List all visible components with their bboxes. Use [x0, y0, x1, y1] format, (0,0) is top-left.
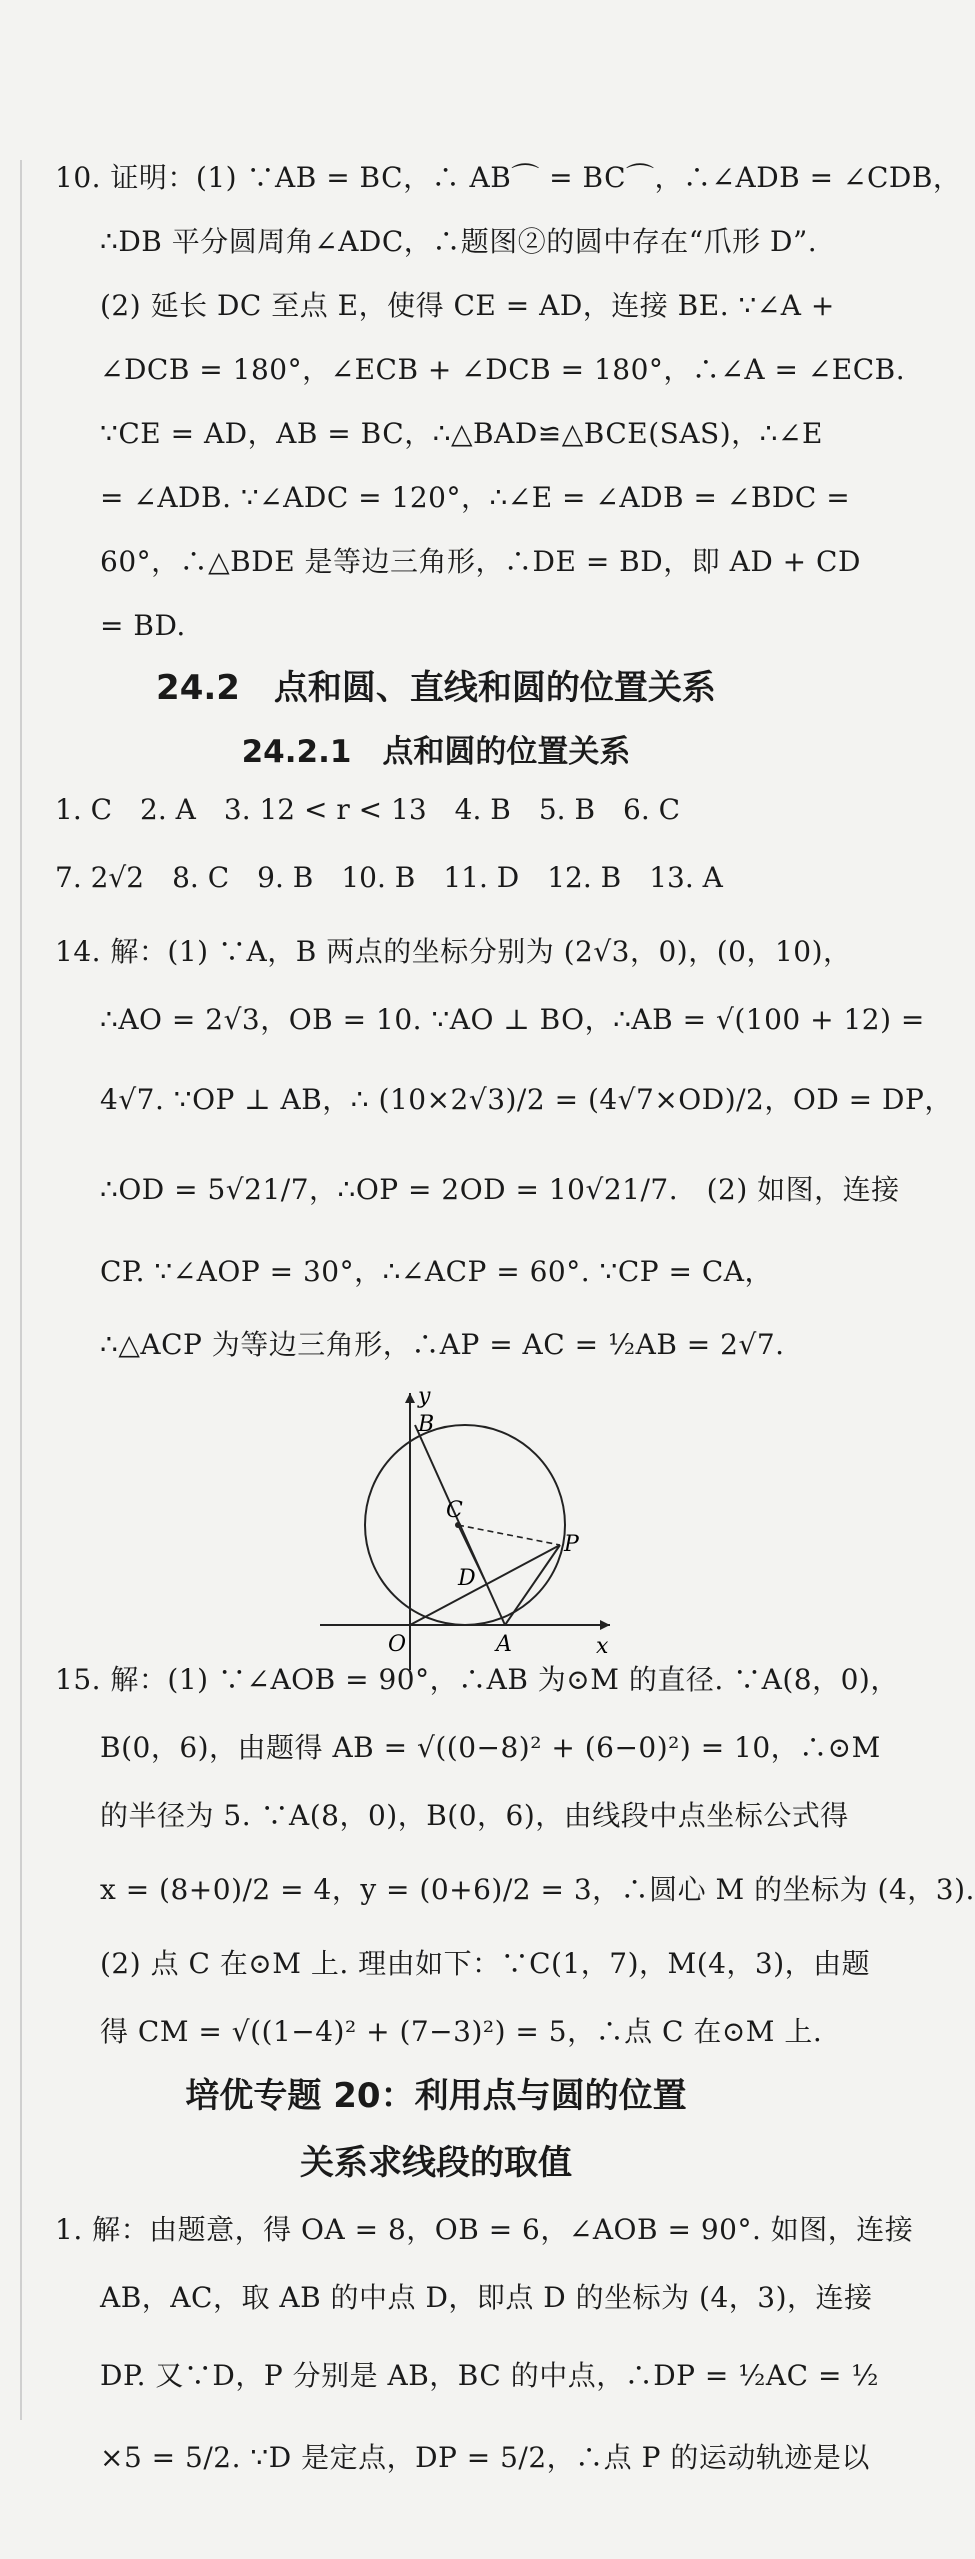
p10-line-8: = BD.: [100, 609, 186, 642]
p14-line-6: ∴△ACP 为等边三角形，∴AP = AC = ½AB = 2√7.: [100, 1328, 785, 1361]
label-y: y: [418, 1384, 431, 1409]
label-A: A: [496, 1632, 512, 1657]
label-O: O: [388, 1632, 407, 1657]
p14-line-4: ∴OD = 5√21/7，∴OP = 2OD = 10√21/7. (2) 如图，连接: [100, 1173, 900, 1206]
p15-line-3: 的半径为 5. ∵A(8，0)，B(0，6)，由线段中点坐标公式得: [100, 1799, 849, 1832]
subsection-title: 24.2.1 点和圆的位置关系: [241, 734, 631, 770]
label-C: C: [446, 1498, 463, 1523]
p15-line-4: x = (8+0)/2 = 4，y = (0+6)/2 = 3，∴圆心 M 的坐标为 (4，3).: [100, 1873, 975, 1906]
p10-line-6: = ∠ADB. ∵∠ADC = 120°，∴∠E = ∠ADB = ∠BDC =: [100, 481, 851, 514]
p10-line-3: (2) 延长 DC 至点 E，使得 CE = AD，连接 BE. ∵∠A +: [100, 289, 835, 322]
p15-line-6: 得 CM = √((1−4)² + (7−3)²) = 5，∴点 C 在⊙M 上.: [100, 2015, 823, 2048]
p10-line-4: ∠DCB = 180°，∠ECB + ∠DCB = 180°，∴∠A = ∠ECB.: [100, 353, 906, 386]
label-x: x: [596, 1634, 609, 1659]
p10-line-2: ∴DB 平分圆周角∠ADC，∴题图②的圆中存在“爪形 D”.: [100, 225, 818, 258]
p14-line-1: 14. 解：(1) ∵A，B 两点的坐标分别为 (2√3，0)，(0，10)，: [55, 935, 852, 968]
p1-line-1: 1. 解：由题意，得 OA = 8，OB = 6，∠AOB = 90°. 如图，连接: [55, 2213, 914, 2246]
p10-line-7: 60°，∴△BDE 是等边三角形，∴DE = BD，即 AD + CD: [100, 545, 861, 578]
label-D: D: [458, 1566, 476, 1591]
p1-line-2: AB，AC，取 AB 的中点 D，即点 D 的坐标为 (4，3)，连接: [100, 2281, 873, 2314]
p14-line-5: CP. ∵∠AOP = 30°，∴∠ACP = 60°. ∵CP = CA，: [100, 1255, 774, 1288]
p14-line-3: 4√7. ∵OP ⊥ AB，∴ (10×2√3)/2 = (4√7×OD)/2，OD = DP，: [100, 1083, 953, 1116]
p10-line-5: ∵CE = AD，AB = BC，∴△BAD≌△BCE(SAS)，∴∠E: [100, 417, 823, 450]
geometry-figure: [290, 1385, 620, 1675]
p14-line-2: ∴AO = 2√3，OB = 10. ∵AO ⊥ BO，∴AB = √(100 + 12) =: [100, 1003, 925, 1036]
answers-row-1: 1. C 2. A 3. 12 < r < 13 4. B 5. B 6. C: [55, 793, 681, 826]
p15-line-2: B(0，6)，由题得 AB = √((0−8)² + (6−0)²) = 10，∴⊙M: [100, 1731, 881, 1764]
p1-line-4: ×5 = 5/2. ∵D 是定点，DP = 5/2，∴点 P 的运动轨迹是以: [100, 2441, 870, 2474]
p15-line-1: 15. 解：(1) ∵∠AOB = 90°，∴AB 为⊙M 的直径. ∵A(8，0)，: [55, 1663, 899, 1696]
topic-title-2: 关系求线段的取值: [300, 2143, 572, 2183]
p10-line-1: 10. 证明：(1) ∵AB = BC，∴ AB⌒ = BC⌒，∴∠ADB = ∠CDB，: [55, 161, 962, 194]
answers-row-2: 7. 2√2 8. C 9. B 10. B 11. D 12. B 13. A: [55, 861, 723, 894]
label-P: P: [564, 1532, 579, 1557]
section-title: 24.2 点和圆、直线和圆的位置关系: [156, 668, 716, 708]
topic-title-1: 培优专题 20：利用点与圆的位置: [185, 2076, 687, 2116]
p15-line-5: (2) 点 C 在⊙M 上. 理由如下：∵C(1，7)，M(4，3)，由题: [100, 1947, 871, 1980]
label-B: B: [418, 1412, 435, 1437]
p1-line-3: DP. 又∵D，P 分别是 AB，BC 的中点，∴DP = ½AC = ½: [100, 2359, 879, 2392]
